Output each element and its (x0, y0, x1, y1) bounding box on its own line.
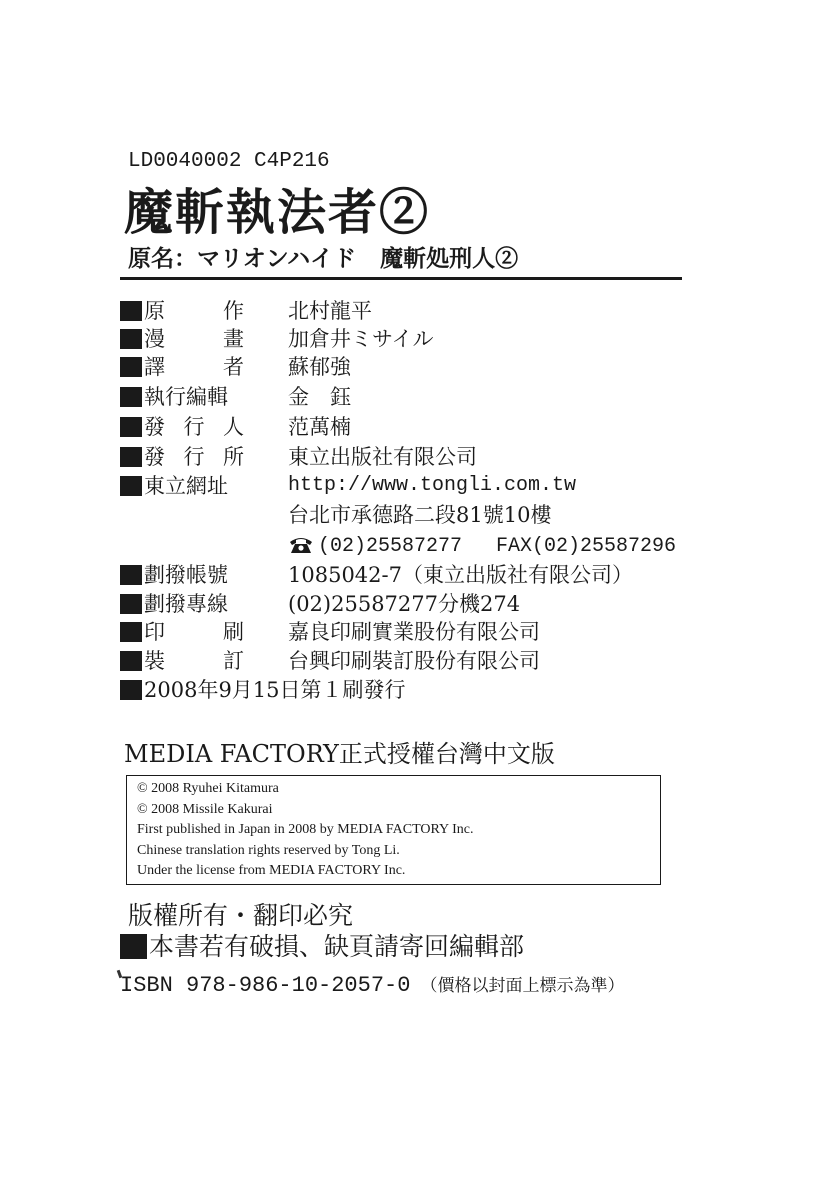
publish-date-row (120, 675, 720, 705)
copyright-line: Under the license from MEDIA FACTORY Inc. (137, 863, 406, 879)
payment-value: (02)25587277分機274 (288, 592, 521, 616)
title-divider (120, 277, 682, 280)
credit-label: 發 行 所 (144, 445, 244, 469)
original-title (128, 246, 518, 272)
credit-row (120, 352, 720, 382)
original-title-label: 原名：マリオンハイド (128, 245, 357, 272)
copyright-line: © 2008 Missile Kakurai (137, 801, 273, 817)
credit-row (120, 382, 720, 412)
bullet-square-icon (120, 329, 142, 349)
bullet-square-icon (120, 651, 142, 671)
bullet-square-icon (120, 476, 142, 496)
payment-value: 1085042-7（東立出版社有限公司） (288, 563, 633, 587)
isbn-row (120, 968, 624, 1002)
payment-label: 裝 訂 (144, 649, 244, 673)
credit-row (120, 442, 720, 472)
payment-row (120, 617, 720, 647)
credit-row (120, 471, 720, 501)
book-title: 魔斬執法者② (124, 183, 431, 241)
credit-value: 范萬楠 (288, 415, 351, 439)
bullet-square-icon (120, 934, 147, 959)
credit-row (120, 296, 720, 326)
credit-label: 東立網址 (144, 474, 228, 498)
isbn: ISBN 978-986-10-2057-0 (120, 973, 411, 998)
payment-row (120, 589, 720, 619)
bullet-square-icon (120, 447, 142, 467)
credit-row (120, 412, 720, 442)
damage-notice-row (120, 931, 524, 963)
bullet-square-icon (120, 417, 142, 437)
rights-reserved: 版權所有・翻印必究 (128, 901, 354, 930)
original-title-subtitle: 魔斬処刑人② (380, 245, 519, 272)
telephone-icon (288, 533, 314, 555)
website-link[interactable]: http://www.tongli.com.tw (288, 474, 577, 497)
copyright-line: First published in Japan in 2008 by MEDIA FACTORY Inc. (137, 822, 474, 838)
credit-label: 漫 畫 (144, 327, 244, 351)
catalog-code: LD0040002 C4P216 (128, 150, 330, 173)
payment-label: 印 刷 (144, 620, 244, 644)
payment-label: 劃撥專線 (144, 592, 228, 616)
bullet-square-icon (120, 357, 142, 377)
credit-value: 東立出版社有限公司 (288, 445, 477, 469)
payment-value: 嘉良印刷實業股份有限公司 (288, 620, 540, 644)
bullet-square-icon (120, 622, 142, 642)
damage-notice: 本書若有破損、缺頁請寄回編輯部 (149, 932, 525, 961)
bullet-square-icon (120, 680, 142, 700)
address: 台北市承德路二段81號10樓 (288, 503, 552, 527)
credit-label: 執行編輯 (144, 385, 228, 409)
bullet-square-icon (120, 565, 142, 585)
bullet-square-icon (120, 594, 142, 614)
credit-row (120, 324, 720, 354)
price-note: （價格以封面上標示為準） (420, 976, 625, 996)
copyright-line: Chinese translation rights reserved by Tong Li. (137, 842, 400, 858)
phone-number: (02)25587277 (318, 535, 463, 558)
copyright-line: © 2008 Ryuhei Kitamura (137, 781, 279, 796)
credit-label: 譯 者 (144, 355, 244, 379)
payment-label: 劃撥帳號 (144, 563, 228, 587)
credit-value: 金 鈺 (288, 385, 351, 409)
payment-row (120, 560, 720, 590)
credit-label: 發 行 人 (144, 415, 244, 439)
license-line: MEDIA FACTORY正式授權台灣中文版 (124, 740, 555, 768)
credit-label: 原 作 (144, 299, 244, 323)
credit-value: 蘇郁強 (288, 355, 351, 379)
bullet-square-icon (120, 387, 142, 407)
phone-fax-line (288, 529, 676, 562)
credit-value: 加倉井ミサイル (288, 327, 434, 351)
bullet-square-icon (120, 301, 142, 321)
fax-number: FAX(02)25587296 (496, 535, 677, 558)
copyright-box (126, 775, 661, 885)
payment-value: 台興印刷裝訂股份有限公司 (288, 649, 540, 673)
credit-value: 北村龍平 (288, 299, 372, 323)
payment-row (120, 646, 720, 676)
publish-date: 2008年9月15日第１刷發行 (144, 678, 406, 702)
